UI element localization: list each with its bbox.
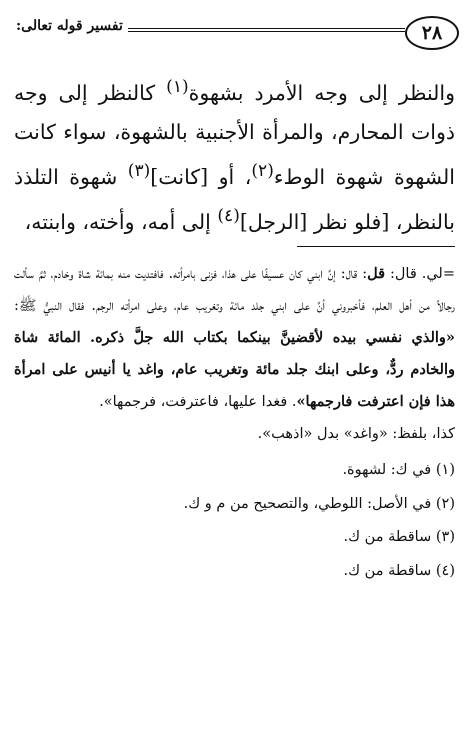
- page-header: [10, 16, 465, 48]
- footnote-text: ساقطة من ك.: [343, 562, 432, 579]
- header-rule: [128, 28, 405, 32]
- note-text: . فغدا عليها، فاعترفت، فرجمها».: [99, 394, 297, 410]
- main-text-segment: والنظر إلى وجه الأمرد بشهوة: [188, 80, 455, 105]
- note-text: : قال: إنَّ ابني كان عسيفًا على هذا، فزنى بامرأته. فافتديت منه بمائة شاة وخادم، ثمَّ سألت رجالاً من أهل العلم، فأخبروني أنَّ على ابني جلد مائة وتغريب عام، وعلى امرأته الرجم. فقال النبيُّ ﷺ:: [14, 266, 455, 314]
- page-number-text: ٢٨: [421, 22, 443, 44]
- running-title: تفسير قوله تعالى:: [16, 18, 123, 34]
- footnote-ref-2: (٢): [251, 160, 274, 181]
- footnote-text: ساقطة من ك.: [343, 529, 432, 545]
- footnote-number: (٢): [435, 495, 455, 512]
- main-text-segment: ، أو [كانت]: [150, 164, 252, 189]
- main-text-segment: إلى أمه، وأخته، وابنته،: [24, 209, 218, 234]
- page-number: [405, 16, 459, 50]
- note-remark: كذا، بلفظ: «واغد» بدل «اذهب».: [257, 426, 455, 442]
- footnote-item: [14, 488, 455, 522]
- main-paragraph: [14, 68, 455, 241]
- footnote-ref-4: (٤): [217, 205, 240, 226]
- footnote-item: [14, 555, 455, 589]
- main-text-segment: كالنظر إلى وجه ذوات المحارم، والمرأة الأجنبية بالشهوة، سواء كانت الشهوة شهوة الوطء: [14, 80, 455, 189]
- footnote-ref-3: (٣): [127, 160, 151, 181]
- footnote-text: في ك: لشهوة.: [342, 462, 432, 478]
- footnote-text: في الأصل: اللوطي، والتصحيح من م و ك.: [183, 495, 432, 512]
- footnote-number: (١): [435, 462, 455, 478]
- footnote-ref-1: (١): [166, 77, 189, 97]
- hadith-note: [14, 258, 455, 418]
- footnote-number: (٤): [435, 562, 455, 579]
- footnote-list: [14, 454, 455, 588]
- main-text-segment: شهوة التلذذ بالنظر، [فلو نظر [الرجل]: [14, 164, 455, 234]
- footnotes-section: [14, 258, 455, 588]
- footnote-item: [14, 454, 455, 488]
- footnote-number: (٣): [435, 529, 455, 545]
- footnote-divider: [297, 246, 455, 247]
- footnote-item: [14, 521, 455, 555]
- note-bold-text: «والذي نفسي بيده لأقضينَّ بينكما بكتاب الله جلَّ ذكره. المائة شاة والخادم ردٌّ، وعلى ابنك جلد مائة وتغريب عام، واغد يا أنيس على امرأة هذا فإن اعترفت فارجمها»: [14, 329, 455, 410]
- main-text: [14, 68, 455, 241]
- note-bold-text: قل: [367, 265, 386, 282]
- note-text: =لي. قال:: [385, 266, 455, 282]
